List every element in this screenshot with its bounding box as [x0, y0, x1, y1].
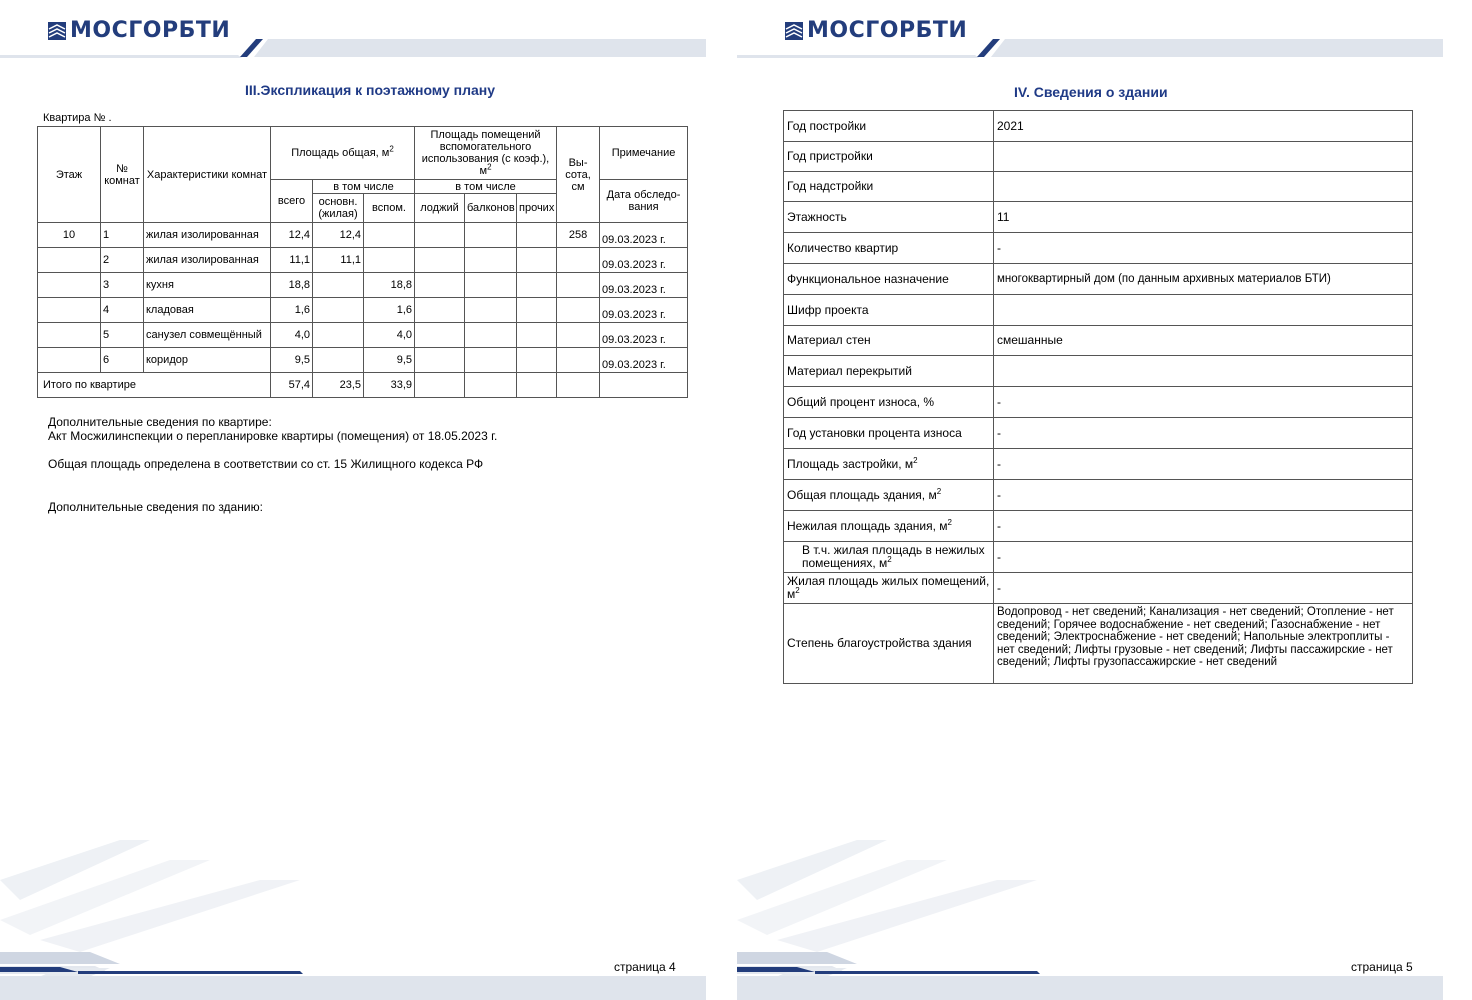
cell-area-total: 4,0	[271, 323, 313, 348]
table-row	[38, 273, 688, 298]
extra-apartment-act: Акт Мосжилинспекции о перепланировке квартиры (помещения) от 18.05.2023 г.	[48, 429, 498, 443]
cell-loggias	[415, 248, 465, 273]
row-value	[994, 142, 1413, 172]
row-label: Степень благоустройства здания	[784, 604, 994, 684]
table-row	[784, 202, 1413, 233]
row-value: 2021	[994, 111, 1413, 142]
table-row	[38, 248, 688, 273]
total-other	[517, 373, 557, 398]
row-label: Год надстройки	[784, 172, 994, 202]
cell-balconies	[465, 323, 517, 348]
table-row	[784, 264, 1413, 295]
header-balconies: балконов	[465, 194, 517, 223]
header-aux-area: Площадь помещений вспомогательного использования (с коэф.), $м^2$	[415, 127, 557, 180]
row-label: Площадь застройки, $м^2$	[784, 449, 994, 480]
cell-date: 09.03.2023 г.	[600, 248, 688, 273]
row-label: Шифр проекта	[784, 295, 994, 326]
cell-loggias	[415, 223, 465, 248]
row-label: Общий процент износа, %	[784, 387, 994, 418]
total-balconies	[465, 373, 517, 398]
header-floor: Этаж	[38, 127, 101, 223]
cell-area-aux	[364, 223, 415, 248]
cell-area-main: 12,4	[313, 223, 364, 248]
cell-other	[517, 273, 557, 298]
table-row	[784, 142, 1413, 172]
header-area-total: Площадь общая, $м^2$	[271, 127, 415, 180]
cell-height	[557, 348, 600, 373]
row-value: Водопровод - нет сведений; Канализация - нет сведений; Отопление - нет сведений; Горячее водоснабжение - нет сведений; Газоснабжение - нет сведений; Электроснабжение - нет сведений; Напольные электроплиты - нет сведений; Лифты грузовые - нет сведений; Лифты пассажирские - нет сведений; Лифты грузопассажирские - нет сведений	[994, 604, 1413, 684]
header-height: Вы-сота, см	[557, 127, 600, 223]
row-value: 11	[994, 202, 1413, 233]
cell-area-main	[313, 298, 364, 323]
cell-date: 09.03.2023 г.	[600, 223, 688, 248]
total-area: 57,4	[271, 373, 313, 398]
cell-balconies	[465, 298, 517, 323]
explication-table	[37, 126, 688, 398]
page-number: страница 4	[614, 960, 676, 974]
page-number: страница 5	[1351, 960, 1413, 974]
cell-room-desc: жилая изолированная	[144, 223, 271, 248]
total-loggias	[415, 373, 465, 398]
header-room-char: Характеристики комнат	[144, 127, 271, 223]
header-incl-2: в том числе	[415, 180, 557, 194]
cell-other	[517, 248, 557, 273]
header-survey-date: Дата обследо-вания	[600, 180, 688, 223]
cell-floor: 10	[38, 223, 101, 248]
cell-room-desc: кладовая	[144, 298, 271, 323]
cell-date: 09.03.2023 г.	[600, 323, 688, 348]
header-all: всего	[271, 180, 313, 223]
cell-area-aux	[364, 248, 415, 273]
cell-other	[517, 348, 557, 373]
cell-date: 09.03.2023 г.	[600, 348, 688, 373]
table-row	[38, 348, 688, 373]
cell-room-desc: жилая изолированная	[144, 248, 271, 273]
cell-floor	[38, 248, 101, 273]
cell-balconies	[465, 248, 517, 273]
header-band	[0, 38, 706, 58]
row-label: Материал стен	[784, 326, 994, 356]
row-value	[994, 356, 1413, 387]
cell-height	[557, 273, 600, 298]
header-loggias: лоджий	[415, 194, 465, 223]
total-row	[38, 373, 688, 398]
row-label: Жилая площадь жилых помещений, $м^2$	[784, 573, 994, 604]
row-value: -	[994, 233, 1413, 264]
row-value: -	[994, 387, 1413, 418]
extra-area-note: Общая площадь определена в соответствии со ст. 15 Жилищного кодекса РФ	[48, 457, 484, 471]
table-row	[784, 480, 1413, 511]
cell-room-no: 5	[101, 323, 144, 348]
header-band	[737, 38, 1443, 58]
cell-height	[557, 248, 600, 273]
cell-area-total: 9,5	[271, 348, 313, 373]
cell-room-no: 4	[101, 298, 144, 323]
cell-other	[517, 298, 557, 323]
header-incl: в том числе	[313, 180, 415, 194]
row-label: Этажность	[784, 202, 994, 233]
header-note: Примечание	[600, 127, 688, 180]
header-other: прочих	[517, 194, 557, 223]
page-4	[0, 0, 706, 1000]
cell-area-aux: 9,5	[364, 348, 415, 373]
row-value: -	[994, 511, 1413, 542]
cell-balconies	[465, 223, 517, 248]
cell-date: 09.03.2023 г.	[600, 273, 688, 298]
row-value: -	[994, 480, 1413, 511]
table-row	[784, 295, 1413, 326]
row-label: Нежилая площадь здания, $м^2$	[784, 511, 994, 542]
cell-floor	[38, 323, 101, 348]
total-label: Итого по квартире	[38, 373, 271, 398]
table-row	[38, 223, 688, 248]
cell-height	[557, 298, 600, 323]
cell-floor	[38, 348, 101, 373]
logo-text: МОСГОРБТИ	[70, 18, 231, 43]
extra-apartment-info-label: Дополнительные сведения по квартире:	[48, 415, 272, 429]
row-label: Функциональное назначение	[784, 264, 994, 295]
table-row	[38, 298, 688, 323]
cell-area-total: 18,8	[271, 273, 313, 298]
logo-text: МОСГОРБТИ	[807, 18, 968, 43]
cell-area-main: 11,1	[313, 248, 364, 273]
table-row	[784, 418, 1413, 449]
table-row	[38, 323, 688, 348]
cell-floor	[38, 273, 101, 298]
row-value: многоквартирный дом (по данным архивных материалов БТИ)	[994, 264, 1413, 295]
apartment-number-label: Квартира № .	[43, 112, 112, 124]
cell-date: 09.03.2023 г.	[600, 298, 688, 323]
cell-balconies	[465, 348, 517, 373]
header-main: основн. (жилая)	[313, 194, 364, 223]
total-height	[557, 373, 600, 398]
cell-room-desc: коридор	[144, 348, 271, 373]
cell-area-main	[313, 348, 364, 373]
row-label: Количество квартир	[784, 233, 994, 264]
table-row	[784, 387, 1413, 418]
row-value: смешанные	[994, 326, 1413, 356]
footer-decoration	[0, 840, 706, 1000]
table-row	[784, 172, 1413, 202]
cell-height: 258	[557, 223, 600, 248]
cell-room-no: 6	[101, 348, 144, 373]
total-date	[600, 373, 688, 398]
explication-title: III.Экспликация к поэтажному плану	[245, 82, 496, 98]
row-value: -	[994, 418, 1413, 449]
cell-area-main	[313, 323, 364, 348]
footer-decoration	[737, 840, 1443, 1000]
row-label: Год постройки	[784, 111, 994, 142]
table-row	[784, 326, 1413, 356]
cell-floor	[38, 298, 101, 323]
row-value	[994, 295, 1413, 326]
table-row	[784, 356, 1413, 387]
cell-area-main	[313, 273, 364, 298]
table-row	[784, 449, 1413, 480]
table-row	[784, 542, 1413, 573]
cell-area-aux: 4,0	[364, 323, 415, 348]
total-main-area: 23,5	[313, 373, 364, 398]
header-aux: вспом.	[364, 194, 415, 223]
cell-height	[557, 323, 600, 348]
row-label: Год установки процента износа	[784, 418, 994, 449]
cell-loggias	[415, 348, 465, 373]
table-row	[784, 573, 1413, 604]
cell-room-no: 1	[101, 223, 144, 248]
row-label: В т.ч. жилая площадь в нежилых помещениях, $м^2$	[784, 542, 994, 573]
total-aux-area: 33,9	[364, 373, 415, 398]
cell-room-desc: кухня	[144, 273, 271, 298]
cell-room-desc: санузел совмещённый	[144, 323, 271, 348]
page-5	[737, 0, 1443, 1000]
row-value: -	[994, 573, 1413, 604]
header-room-no: № комнат	[101, 127, 144, 223]
row-label: Общая площадь здания, $м^2$	[784, 480, 994, 511]
table-row	[784, 511, 1413, 542]
table-row	[784, 233, 1413, 264]
row-value	[994, 172, 1413, 202]
cell-area-total: 1,6	[271, 298, 313, 323]
table-row	[784, 111, 1413, 142]
cell-balconies	[465, 273, 517, 298]
row-value: -	[994, 542, 1413, 573]
building-info-table	[783, 110, 1413, 684]
extra-building-info-label: Дополнительные сведения по зданию:	[48, 500, 263, 514]
row-label: Материал перекрытий	[784, 356, 994, 387]
cell-room-no: 3	[101, 273, 144, 298]
cell-other	[517, 323, 557, 348]
cell-other	[517, 223, 557, 248]
cell-area-aux: 1,6	[364, 298, 415, 323]
cell-area-total: 11,1	[271, 248, 313, 273]
cell-loggias	[415, 323, 465, 348]
building-info-title: IV. Сведения о здании	[1014, 84, 1168, 100]
cell-loggias	[415, 273, 465, 298]
cell-area-total: 12,4	[271, 223, 313, 248]
cell-room-no: 2	[101, 248, 144, 273]
table-row	[784, 604, 1413, 684]
row-value: -	[994, 449, 1413, 480]
cell-loggias	[415, 298, 465, 323]
row-label: Год пристройки	[784, 142, 994, 172]
cell-area-aux: 18,8	[364, 273, 415, 298]
